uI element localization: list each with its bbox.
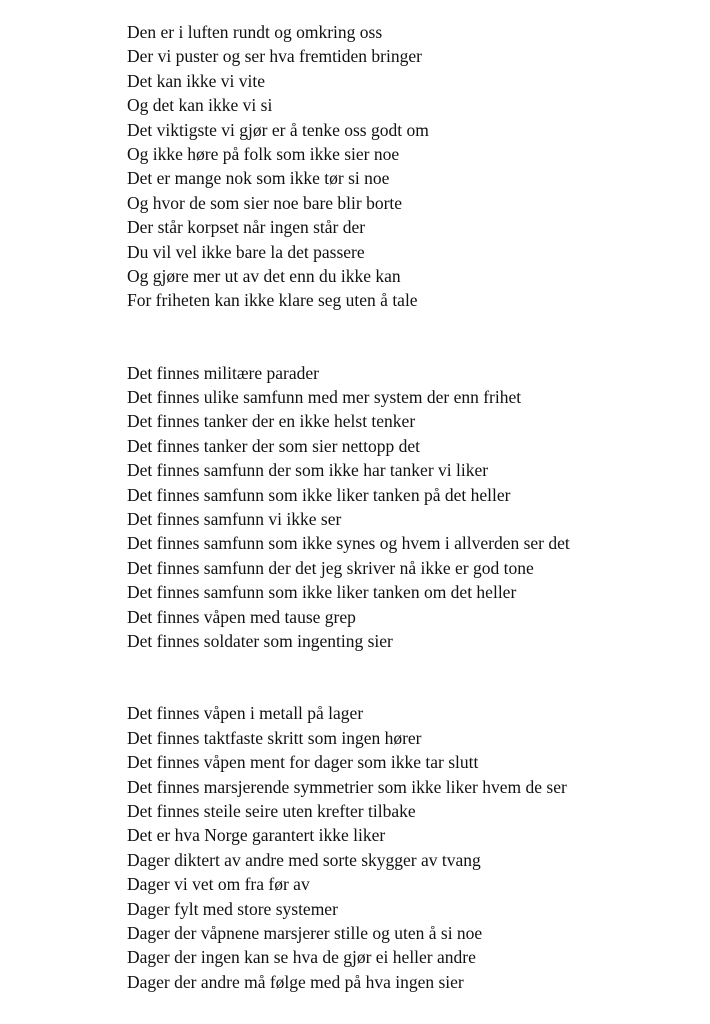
poem-line: Det kan ikke vi vite <box>127 70 266 91</box>
poem-line: Det viktigste vi gjør er å tenke oss godt om <box>127 119 429 140</box>
poem-line: Dager der våpnene marsjerer stille og uten å si noe <box>127 922 483 943</box>
stanza-2 <box>127 361 702 654</box>
poem-line: Det finnes ulike samfunn med mer system der enn frihet <box>127 387 522 408</box>
poem-line: Det finnes samfunn vi ikke ser <box>127 509 342 530</box>
poem-line: Dager der ingen kan se hva de gjør ei heller andre <box>127 947 476 968</box>
poem-line: Det finnes våpen i metall på lager <box>127 703 364 724</box>
poem-line: Det finnes steile seire uten krefter tilbake <box>127 800 416 821</box>
poem-line: Det er mange nok som ikke tør si noe <box>127 168 390 189</box>
poem-line: Der vi puster og ser hva fremtiden bringer <box>127 46 422 67</box>
poem-line: Det finnes taktfaste skritt som ingen hører <box>127 727 422 748</box>
poem-line: Du vil vel ikke bare la det passere <box>127 241 365 262</box>
poem-page <box>127 20 702 994</box>
poem-line: Det finnes soldater som ingenting sier <box>127 630 393 651</box>
poem-line: Det finnes samfunn der det jeg skriver nå ikke er god tone <box>127 557 534 578</box>
poem-line: Dager diktert av andre med sorte skygger av tvang <box>127 849 481 870</box>
poem-line: Og det kan ikke vi si <box>127 95 273 116</box>
poem-line: Det finnes marsjerende symmetrier som ikke liker hvem de ser <box>127 776 567 797</box>
stanza-1 <box>127 20 702 313</box>
poem-line: Og hvor de som sier noe bare blir borte <box>127 192 403 213</box>
poem-line: Det er hva Norge garantert ikke liker <box>127 825 386 846</box>
stanza-3 <box>127 701 702 994</box>
poem-line: Det finnes våpen ment for dager som ikke tar slutt <box>127 752 479 773</box>
poem-line: Det finnes militære parader <box>127 362 319 383</box>
poem-line: Den er i luften rundt og omkring oss <box>127 22 383 42</box>
poem-line: Og gjøre mer ut av det enn du ikke kan <box>127 265 401 286</box>
poem-line: Det finnes samfunn som ikke liker tanken om det heller <box>127 582 517 603</box>
poem-line: Det finnes tanker der som sier nettopp det <box>127 435 421 456</box>
poem-line: Dager vi vet om fra før av <box>127 874 310 895</box>
poem-line: Det finnes samfunn som ikke synes og hvem i allverden ser det <box>127 533 570 554</box>
poem-line: Det finnes våpen med tause grep <box>127 606 356 627</box>
poem-line: Det finnes samfunn der som ikke har tanker vi liker <box>127 460 489 481</box>
poem-line: Dager der andre må følge med på hva ingen sier <box>127 971 464 992</box>
poem-line: Og ikke høre på folk som ikke sier noe <box>127 143 400 164</box>
poem-line: Dager fylt med store systemer <box>127 898 338 919</box>
poem-line: Det finnes tanker der en ikke helst tenker <box>127 411 416 432</box>
poem-line: For friheten kan ikke klare seg uten å tale <box>127 290 418 311</box>
poem-line: Der står korpset når ingen står der <box>127 217 366 238</box>
poem-line: Det finnes samfunn som ikke liker tanken på det heller <box>127 484 511 505</box>
